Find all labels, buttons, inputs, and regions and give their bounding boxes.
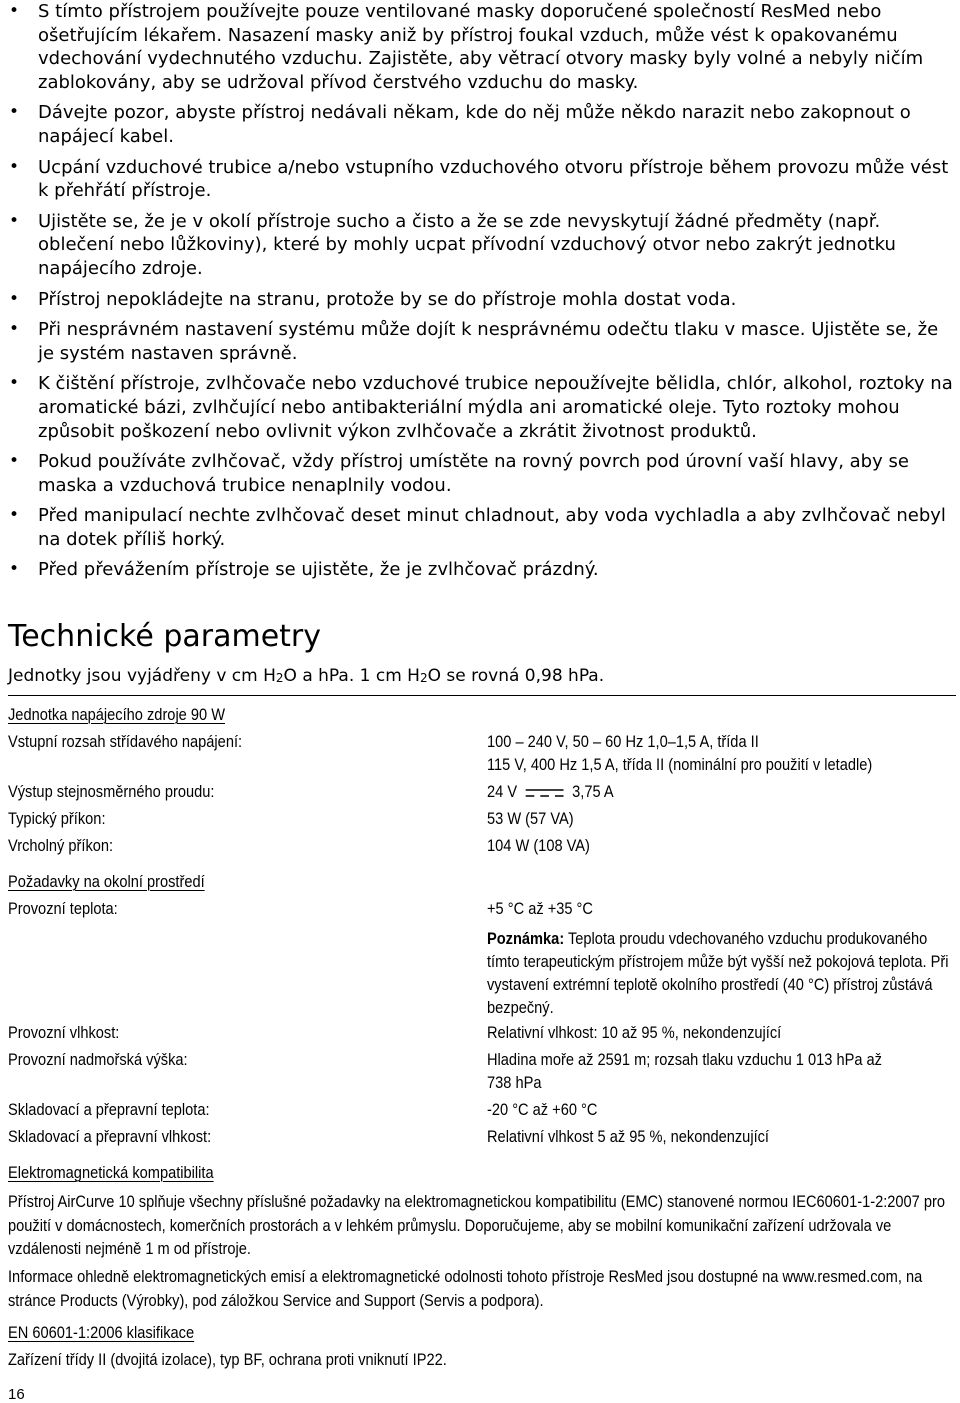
peak-power-value: 104 W (108 VA) bbox=[487, 836, 590, 855]
storage-temp-label: Skladovací a přepravní teplota: bbox=[8, 1100, 210, 1119]
typical-power-value: 53 W (57 VA) bbox=[487, 809, 574, 828]
dc-output-value: 24 V 3,75 A bbox=[487, 782, 614, 801]
units-note: Jednotky jsou vyjádřeny v cm $H_2O$ a hPa. 1 cm $H_2O$ se rovná 0,98 hPa. bbox=[8, 666, 605, 686]
power-supply-heading: Jednotka napájecího zdroje 90 W bbox=[8, 705, 226, 724]
peak-power-label: Vrcholný příkon: bbox=[8, 836, 114, 855]
warning-item: • Před převážením přístroje se ujistěte, že je zvlhčovač prázdný. bbox=[0, 558, 960, 582]
operating-temp-value: +5 °C až +35 °C bbox=[487, 899, 593, 918]
warning-item: • Ucpání vzduchové trubice a/nebo vstupního vzduchového otvoru přístroje během provozu může vést k přehřátí přístroje. bbox=[0, 156, 960, 203]
warning-item: • K čištění přístroje, zvlhčovače nebo vzduchové trubice nepoužívejte bělidla, chlór, alkohol, roztoky na aromatické bázi, zvlhčující nebo antibakteriální mýdla ani aromatické oleje. Tyto roztoky mohou způsobit poškození nebo ovlivnit výkon zvlhčovače a zkrátit životnost produktů. bbox=[0, 372, 960, 443]
warning-item: • Ujistěte se, že je v okolí přístroje sucho a čisto a že se zde nevyskytují žádné předměty (např. oblečení nebo lůžkoviny), které by mohly ucpat přívodní vzduchový otvor nebo zakrýt jednotku napájecího zdroje. bbox=[0, 210, 960, 281]
warning-item: • Pokud používáte zvlhčovač, vždy přístroj umístěte na rovný povrch pod úrovní vaší hlavy, aby se maska a vzduchová trubice nenaplnily vodou. bbox=[0, 450, 960, 497]
classification-heading: EN 60601-1:2006 klasifikace bbox=[8, 1323, 195, 1342]
temperature-note: Poznámka: Teplota proudu vdechovaného vzduchu produkovaného tímto terapeutickým přístrojem může být vyšší než pokojová teplota. Při vystavení extrémní teplotě okolního prostředí (40 °C) přístroj zůstává bezpečný. bbox=[487, 929, 949, 1017]
warning-item: • Před manipulací nechte zvlhčovač deset minut chladnout, aby voda vychladla a aby zvlhčovač nebyl na dotek příliš horký. bbox=[0, 504, 960, 551]
warning-item: • Při nesprávném nastavení systému může dojít k nesprávnému odečtu tlaku v masce. Ujistěte se, že je systém nastaven správně. bbox=[0, 318, 960, 365]
operating-humidity-value: Relativní vlhkost: 10 až 95 %, nekondenzující bbox=[487, 1023, 782, 1042]
emc-paragraph: Přístroj AirCurve 10 splňuje všechny příslušné požadavky na elektromagnetickou kompatibilitu (EMC) stanovené normou IEC60601-1-2:2007 pro použití v domácnostech, komerčních prostorách a v lehkém průmyslu. Doporučujeme, aby se mobilní komunikační zařízení udržovala ve vzdálenosti nejméně 1 m od přístroje. bbox=[8, 1192, 945, 1258]
warning-item: • Přístroj nepokládejte na stranu, protože by se do přístroje mohla dostat voda. bbox=[0, 288, 960, 312]
warning-item: • Dávejte pozor, abyste přístroj nedávali někam, kde do něj může někdo narazit nebo zakopnout o napájecí kabel. bbox=[0, 101, 960, 148]
typical-power-label: Typický příkon: bbox=[8, 809, 106, 828]
emc-heading: Elektromagnetická kompatibilita bbox=[8, 1163, 214, 1182]
environment-heading: Požadavky na okolní prostředí bbox=[8, 872, 205, 891]
operating-humidity-label: Provozní vlhkost: bbox=[8, 1023, 120, 1042]
section-title: Technické parametry bbox=[8, 619, 322, 654]
direct-current-icon bbox=[524, 786, 565, 800]
page-number: 16 bbox=[8, 1386, 25, 1403]
storage-humidity-label: Skladovací a přepravní vlhkost: bbox=[8, 1127, 212, 1146]
operating-altitude-label: Provozní nadmořská výška: bbox=[8, 1050, 188, 1069]
ac-input-value: 100 – 240 V, 50 – 60 Hz 1,0–1,5 A, třída II bbox=[487, 732, 759, 751]
ac-input-label: Vstupní rozsah střídavého napájení: bbox=[8, 732, 243, 751]
operating-altitude-value-cont: 738 hPa bbox=[487, 1073, 542, 1092]
ac-input-value-aircraft: 115 V, 400 Hz 1,5 A, třída II (nominální pro použití v letadle) bbox=[487, 755, 873, 774]
warning-item: • S tímto přístrojem používejte pouze ventilované masky doporučené společností ResMed nebo ošetřujícím lékařem. Nasazení masky aniž by přístroj foukal vzduch, může vést k opakovanému vdechování vydechnutého vzduchu. Zajistěte, aby větrací otvory masky byly volné a nebyly ničím zablokovány, aby se udržoval přívod čerstvého vzduchu do masky. bbox=[0, 0, 960, 94]
operating-altitude-value: Hladina moře až 2591 m; rozsah tlaku vzduchu 1 013 hPa až bbox=[487, 1050, 882, 1069]
storage-humidity-value: Relativní vlhkost 5 až 95 %, nekondenzující bbox=[487, 1127, 769, 1146]
storage-temp-value: -20 °C až +60 °C bbox=[487, 1100, 598, 1119]
section-divider bbox=[8, 695, 956, 696]
warning-list bbox=[0, 0, 960, 582]
emc-info-paragraph: Informace ohledně elektromagnetických emisí a elektromagnetické odolnosti tohoto přístroje ResMed jsou dostupné na www.resmed.com, na stránce Products (Výrobky), pod záložkou Service and Support (Servis a podpora). bbox=[8, 1267, 923, 1310]
classification-text: Zařízení třídy II (dvojitá izolace), typ BF, ochrana proti vniknutí IP22. bbox=[8, 1350, 447, 1369]
dc-output-label: Výstup stejnosměrného proudu: bbox=[8, 782, 215, 801]
operating-temp-label: Provozní teplota: bbox=[8, 899, 118, 918]
